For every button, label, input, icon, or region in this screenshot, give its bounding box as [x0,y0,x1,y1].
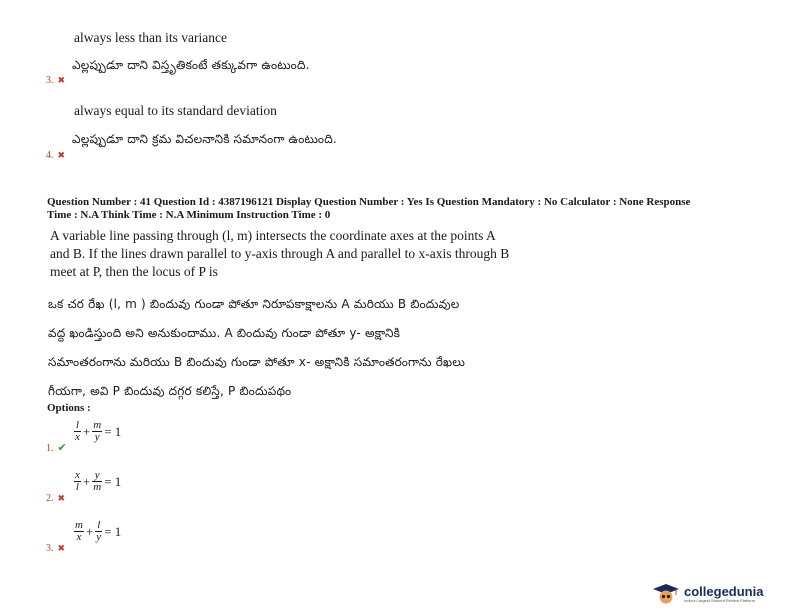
option-3-marker [46,538,65,556]
plus-sign: + [82,423,91,439]
question-english [50,227,509,281]
options-label: Options : [47,402,91,414]
cross-icon: ✖ [57,493,66,503]
plus-sign: + [85,523,94,539]
option-3-telugu-text: ఎల్లప్పుడూ దాని విస్తృతికంటే తక్కువగా ఉంటుంది. [72,58,310,72]
denominator: x [76,531,82,543]
option-2-formula [74,470,121,493]
question-metadata-line1: Question Number : 41 Question Id : 4387196121 Display Question Number : Yes Is Question Mandatory : No Calculator : None Response [47,196,691,208]
collegedunia-logo [652,583,763,605]
fraction [74,470,81,493]
equals-one: = 1 [104,473,122,489]
question-telugu-line: సమాంతరంగాను మరియు B బిందువు గుండా పోతూ x- అక్షానికి సమాంతరంగాను రేఖలు [48,355,466,369]
question-english-line: meet at P, then the locus of P is [50,264,218,279]
question-telugu [48,290,465,406]
question-english-line: and B. If the lines drawn parallel to y-axis through A and parallel to x-axis through B [50,246,510,261]
fraction [92,420,102,443]
option-1-marker [46,438,67,456]
check-icon: ✔ [57,442,67,454]
question-telugu-line: గీయగా, అవి P బిందువు దగ్గర కలిస్తే, P బిందుపథం [48,384,292,398]
option-3 [46,519,122,554]
option-number: 3. [46,75,54,86]
numerator: m [93,419,102,431]
question-telugu-line: వద్ద ఖండిస్తుంది అని అనుకుందాము. A బిందువు గుండా పోతూ y- అక్షానికి [48,326,401,340]
fraction [95,520,102,543]
fraction [92,470,102,493]
option-4-telugu-text: ఎల్లప్పుడూ దాని క్రమ విచలనానికి సమానంగా ఉంటుంది. [72,132,337,146]
numerator: m [75,519,83,531]
question-telugu-line: ఒక చర రేఖ (l, m ) బిందువు గుండా పోతూ నిరూపకాక్షాలను A మరియు B బిందువుల [48,297,460,311]
equals-one: = 1 [104,523,122,539]
denominator: y [96,531,102,543]
numerator: l [75,419,79,431]
numerator: x [75,469,80,481]
option-3-english-text: always less than its variance [74,30,227,45]
denominator: x [75,431,80,443]
option-number: 3. [46,543,54,554]
cross-icon: ✖ [57,150,66,160]
option-number: 2. [46,493,54,504]
numerator: l [97,519,101,531]
question-metadata-line2: Time : N.A Think Time : N.A Minimum Instruction Time : 0 [47,209,331,221]
logo-tagline: India's Largest Student Review Platform [684,598,756,603]
equals-one: = 1 [104,423,122,439]
denominator: m [93,481,102,493]
denominator: y [94,431,100,443]
question-english-line: A variable line passing through (l, m) intersects the coordinate axes at the points A [50,228,496,243]
question-metadata [47,196,767,222]
plus-sign: + [82,473,91,489]
logo-name: collegedunia [684,584,764,599]
option-4-english-text: always equal to its standard deviation [74,103,277,118]
fraction [74,520,84,543]
fraction [74,420,81,443]
graduate-mascot-icon [652,583,680,605]
logo-text-block [684,585,763,603]
option-4-marker [46,145,65,163]
cross-icon: ✖ [57,543,66,553]
option-2-marker [46,488,65,506]
option-3-formula [74,520,121,543]
option-3-marker [46,70,65,88]
option-2 [46,469,122,504]
numerator: y [92,470,102,482]
option-1 [46,419,122,454]
option-number: 4. [46,150,54,161]
denominator: l [75,481,79,493]
option-number: 1. [46,443,54,454]
cross-icon: ✖ [57,75,66,85]
option-1-formula [74,420,121,443]
